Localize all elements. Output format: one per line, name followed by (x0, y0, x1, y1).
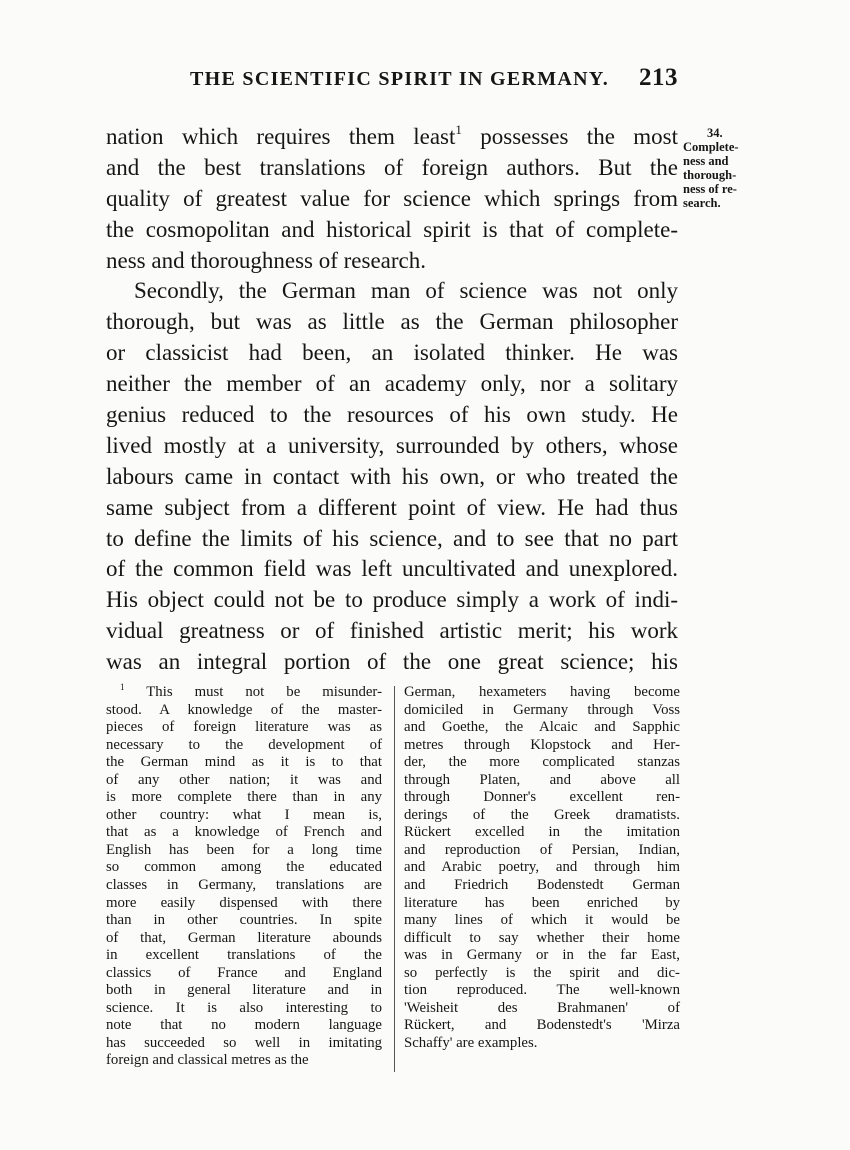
footnote-line: so perfectly is the spirit and dic- (404, 964, 680, 981)
text-line: or classicist had been, an isolated thinker. He was (106, 340, 678, 366)
footnote-line: tion reproduced. The well-known (404, 982, 680, 999)
text-line: neither the member of an academy only, nor a solitary (106, 371, 678, 397)
footnote-line: stood. A knowledge of the master- (106, 701, 382, 718)
footnote-line: Schaffy' are examples. (404, 1034, 538, 1051)
marginal-note (683, 126, 753, 210)
footnote-line: metres through Klopstock and Her- (404, 736, 680, 753)
footnote-line: both in general literature and in (106, 982, 382, 999)
footnote-line: was in Germany or in the far East, (404, 947, 680, 964)
footnote-line: has succeeded so well in imitating (106, 1034, 382, 1051)
text-line: thorough, but was as little as the German philosopher (106, 309, 678, 335)
footnote-line: classes in Germany, translations are (106, 877, 382, 894)
text-line: same subject from a different point of view. He had thus (106, 494, 678, 520)
footnote-line: difficult to say whether their home (404, 929, 680, 946)
footnote-line: so common among the educated (106, 859, 382, 876)
page-number: 213 (639, 64, 678, 91)
text-line: of the common field was left uncultivated and unexplored. (106, 556, 678, 582)
text-line: nation which requires them least$^1$ possesses the most (106, 122, 679, 149)
footnote-line: of that, German literature abounds (106, 929, 382, 946)
footnote-line: German, hexameters having become (404, 684, 680, 700)
footnote-marker: 1 (120, 682, 125, 692)
footnote-line: foreign and classical metres as the (106, 1052, 309, 1069)
footnote-line: and Friedrich Bodenstedt German (404, 877, 680, 894)
text-line: lived mostly at a university, surrounded by others, whose (106, 432, 678, 458)
footnote-line: through Platen, and above all (404, 771, 680, 788)
text-line: quality of greatest value for science which springs from (106, 185, 678, 211)
marginal-note-line: Complete- (683, 140, 739, 154)
footnote-line: Rückert, and Bodenstedt's 'Mirza (404, 1017, 680, 1034)
running-title: THE SCIENTIFIC SPIRIT IN GERMANY. (190, 68, 610, 90)
footnote-line: than in other countries. In spite (106, 912, 382, 929)
footnote-line: necessary to the development of (106, 736, 382, 753)
footnote-line: $^1$ This must not be misunder- (120, 682, 382, 700)
footnote-line: classics of France and England (106, 964, 382, 981)
footnote-line: through Donner's excellent ren- (404, 789, 680, 806)
footnote-line: and Goethe, the Alcaic and Sapphic (404, 719, 680, 736)
footnote-line: domiciled in Germany through Voss (404, 701, 680, 718)
marginal-note-line: search. (683, 196, 721, 210)
text-line: to define the limits of his science, and to see that no part (106, 525, 678, 551)
text-line: vidual greatness or of finished artistic merit; his work (106, 618, 678, 644)
text-line: ness and thoroughness of research. (106, 247, 426, 273)
footnote-line: derings of the Greek dramatists. (404, 806, 680, 823)
main-text (106, 122, 678, 678)
footnote-line: and reproduction of Persian, Indian, (404, 841, 680, 858)
footnote-line: more easily dispensed with there (106, 894, 382, 911)
footnote-line: other country: what I mean is, (106, 806, 382, 823)
text-line: was an integral portion of the one great science; his (106, 649, 678, 675)
marginal-note-line: ness of re- (683, 182, 737, 196)
text-line: the cosmopolitan and historical spirit is that of complete- (106, 216, 678, 242)
text-line: labours came in contact with his own, or who treated the (106, 463, 678, 489)
footnote-line: in excellent translations of the (106, 947, 382, 964)
footnote-line: der, the more complicated stanzas (404, 754, 680, 771)
footnote-line: Rückert excelled in the imitation (404, 824, 680, 841)
footnote-line: and Arabic poetry, and through him (404, 859, 680, 876)
footnote-line: that as a knowledge of French and (106, 824, 382, 841)
footnote-line: pieces of foreign literature was as (106, 719, 382, 736)
footnotes (106, 684, 680, 1074)
text-line: genius reduced to the resources of his own study. He (106, 402, 678, 428)
text-line: Secondly, the German man of science was not only (134, 278, 678, 304)
text-line: His object could not be to produce simply a work of indi- (106, 587, 678, 613)
footnote-line: 'Weisheit des Brahmanen' of (404, 999, 680, 1016)
page-header (108, 64, 680, 96)
footnote-line: many lines of which it would be (404, 912, 680, 929)
text-line: and the best translations of foreign authors. But the (106, 154, 678, 180)
footnote-line: of any other nation; it was and (106, 771, 382, 788)
footnote-line: English has been for a long time (106, 841, 382, 858)
footnote-right-column (404, 684, 680, 1052)
footnote-line: note that no modern language (106, 1017, 382, 1034)
footnote-line: science. It is also interesting to (106, 999, 382, 1016)
marginal-note-line: thorough- (683, 168, 737, 182)
column-divider (394, 686, 395, 1072)
footnote-line: the German mind as it is to that (106, 754, 382, 771)
marginal-note-line: ness and (683, 154, 729, 168)
footnote-line: literature has been enriched by (404, 894, 680, 911)
footnote-marker: 1 (455, 122, 462, 137)
footnote-line: is more complete there than in any (106, 789, 382, 806)
footnote-left-column (106, 684, 382, 1070)
section-number: 34. (707, 126, 723, 140)
